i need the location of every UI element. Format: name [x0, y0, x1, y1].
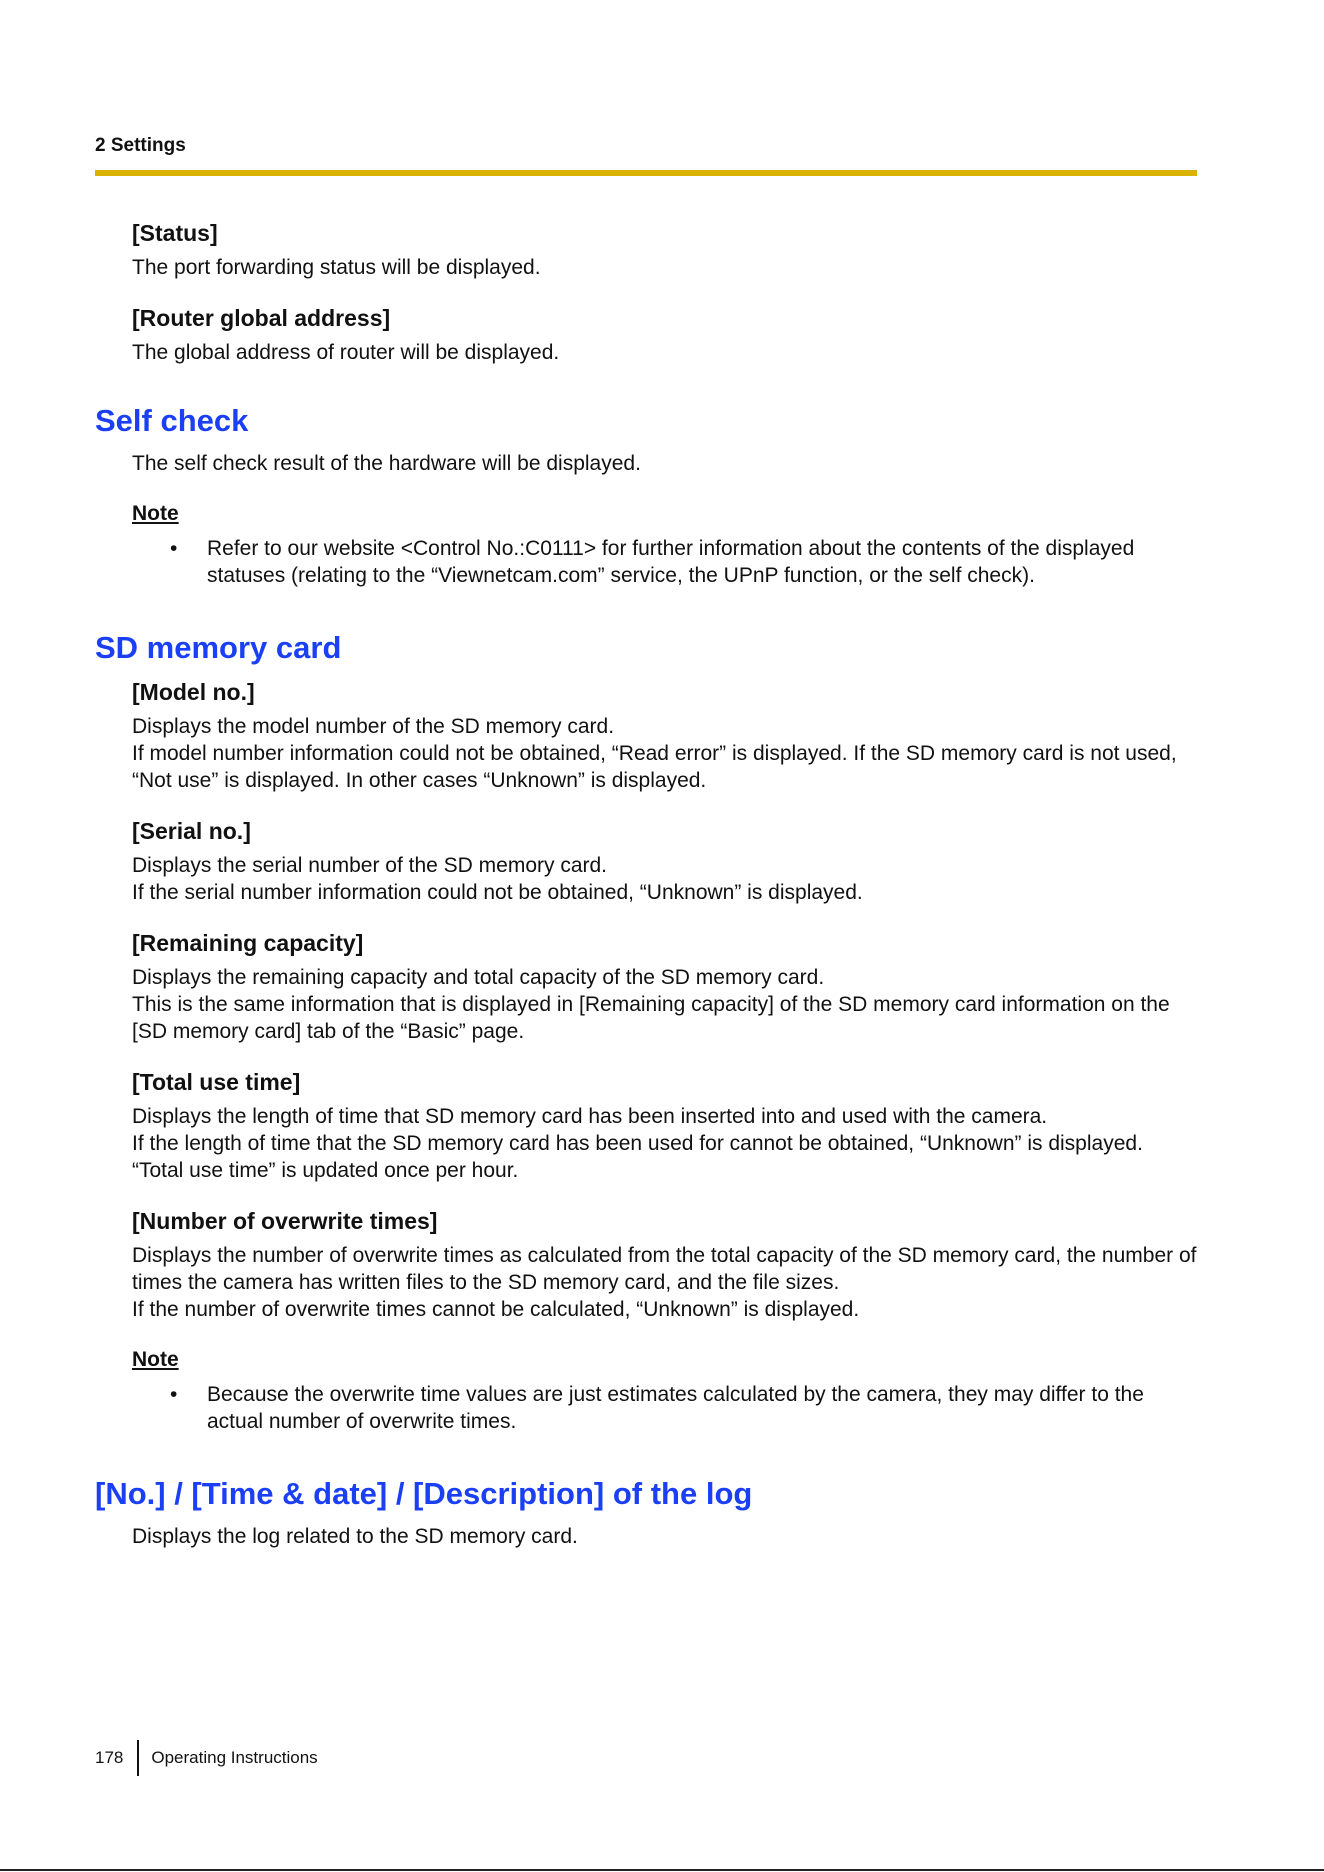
- remaining-capacity-text: [132, 964, 1200, 1045]
- bullet-icon: •: [170, 1383, 178, 1406]
- self-check-note-text: Refer to our website <Control No.:C0111> for further information about the contents of the displayed statuses (relating to the “Viewnetcam.com” service, the UPnP function, or the self check).: [207, 537, 1135, 587]
- router-address-text: The global address of router will be displayed.: [132, 341, 560, 364]
- overwrite-times-line: If the number of overwrite times cannot be calculated, “Unknown” is displayed.: [132, 1298, 860, 1321]
- serial-no-line: Displays the serial number of the SD memory card.: [132, 854, 608, 877]
- sd-card-note-item: [0, 1381, 1197, 1435]
- self-check-heading: Self check: [95, 403, 249, 438]
- self-check-text: The self check result of the hardware will be displayed.: [132, 452, 641, 475]
- page-content: [0, 218, 1324, 1572]
- page-footer: [95, 1740, 318, 1776]
- document-title: Operating Instructions: [151, 1748, 318, 1767]
- log-heading: [No.] / [Time & date] / [Description] of the log: [95, 1476, 753, 1511]
- serial-no-line: If the serial number information could not be obtained, “Unknown” is displayed.: [132, 881, 863, 904]
- log-text: Displays the log related to the SD memory card.: [132, 1525, 578, 1548]
- chapter-label: 2 Settings: [95, 135, 186, 156]
- overwrite-times-heading: [Number of overwrite times]: [132, 1208, 438, 1234]
- serial-no-heading: [Serial no.]: [132, 818, 251, 844]
- sd-card-note-text: Because the overwrite time values are just estimates calculated by the camera, they may differ to the actual number of overwrite times.: [207, 1383, 1144, 1433]
- router-address-heading: [Router global address]: [132, 305, 391, 331]
- remaining-capacity-line: Displays the remaining capacity and total capacity of the SD memory card.: [132, 966, 825, 989]
- model-no-heading: [Model no.]: [132, 679, 255, 705]
- model-no-line: If model number information could not be obtained, “Read error” is displayed. If the SD memory card is not used, “Not use” is displayed. In other cases “Unknown” is displayed.: [132, 742, 1177, 792]
- status-heading: [Status]: [132, 220, 218, 246]
- total-use-time-line: “Total use time” is updated once per hour.: [132, 1159, 519, 1182]
- model-no-line: Displays the model number of the SD memory card.: [132, 715, 615, 738]
- overwrite-times-line: Displays the number of overwrite times as calculated from the total capacity of the SD memory card, the number of times the camera has written files to the SD memory card, and the file sizes.: [132, 1244, 1197, 1294]
- chapter-rule: [95, 170, 1197, 176]
- overwrite-times-text: [132, 1242, 1200, 1323]
- status-text: The port forwarding status will be displayed.: [132, 256, 541, 279]
- model-no-text: [132, 713, 1200, 794]
- total-use-time-line: Displays the length of time that SD memory card has been inserted into and used with the camera.: [132, 1105, 1048, 1128]
- sd-card-heading: SD memory card: [95, 630, 342, 665]
- total-use-time-line: If the length of time that the SD memory card has been used for cannot be obtained, “Unknown” is displayed.: [132, 1132, 1143, 1155]
- footer-divider: [137, 1740, 139, 1776]
- serial-no-text: [132, 852, 1200, 906]
- remaining-capacity-line: This is the same information that is displayed in [Remaining capacity] of the SD memory card information on the [SD memory card] tab of the “Basic” page.: [132, 993, 1170, 1043]
- remaining-capacity-heading: [Remaining capacity]: [132, 930, 364, 956]
- self-check-note-item: [0, 535, 1197, 589]
- total-use-time-heading: [Total use time]: [132, 1069, 301, 1095]
- sd-card-note-label: Note: [132, 1348, 179, 1371]
- self-check-note-label: Note: [132, 502, 179, 525]
- bullet-icon: •: [170, 537, 178, 560]
- total-use-time-text: [132, 1103, 1200, 1184]
- bottom-rule: [0, 1869, 1324, 1871]
- page-number: 178: [95, 1748, 124, 1767]
